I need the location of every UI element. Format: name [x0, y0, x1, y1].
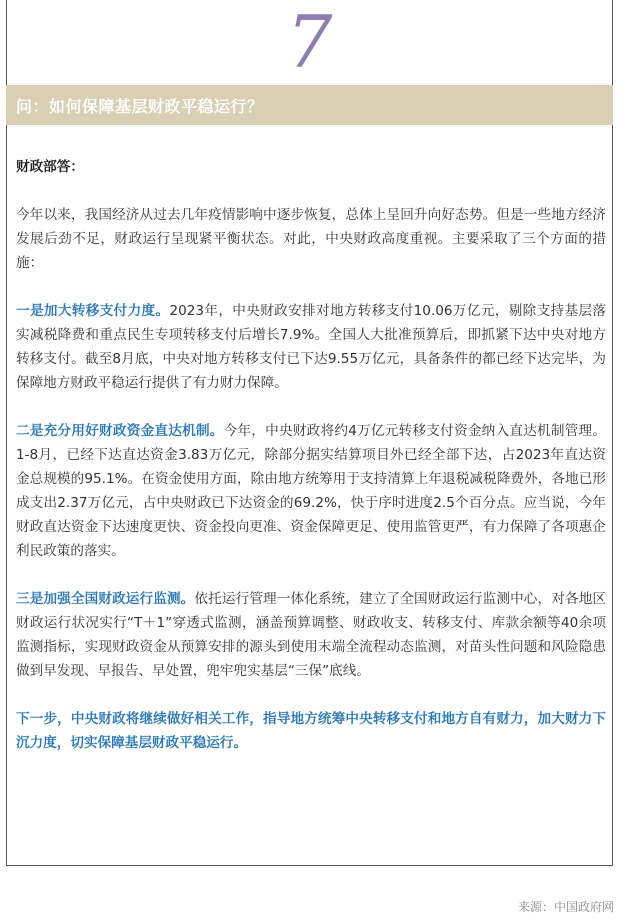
measure-paragraph-3: [16, 587, 606, 683]
answer-label-text: 财政部答：: [16, 159, 84, 175]
measure-heading-1: 一是加大转移支付力度。: [16, 303, 170, 319]
measure-heading-2: 二是充分用好财政资金直达机制。: [16, 423, 224, 439]
answer-content: [16, 155, 606, 779]
measure-body-2: 今年，中央财政将约4万亿元转移支付资金纳入直达机制管理。1-8月，已经下达直达资金3.83万亿元，除部分据实结算项目外已经全部下达，占2023年直达资金总规模的95.1%。在资金使用方面，除由地方统筹用于支持清算上年退税减税降费外，各地已形成支出2.37万亿元，占中央财政已下达资金的69.2%，快于序时进度2.5个百分点。应当说，今年财政直达资金下达速度更快、资金投向更准、资金保障更足、使用监管更严，有力保障了各项惠企利民政策的落实。: [16, 423, 606, 559]
measure-paragraph-2: [16, 419, 606, 563]
measure-body-1: 2023年，中央财政安排对地方转移支付10.06万亿元，剔除支持基层落实减税降费和重点民生专项转移支付后增长7.9%。全国人大批准预算后，即抓紧下达中央对地方转移支付。截至8月底，中央对地方转移支付已下达9.55万亿元，具备条件的都已经下达完毕，为保障地方财政平稳运行提供了有力财力保障。: [16, 303, 607, 391]
measure-heading-3: 三是加强全国财政运行监测。: [16, 591, 195, 607]
answer-label: [16, 155, 606, 179]
section-number: 7: [286, 0, 333, 84]
question-heading: 问：如何保障基层财政平稳运行？: [6, 85, 613, 125]
measure-body-3: 依托运行管理一体化系统，建立了全国财政运行监测中心，对各地区财政运行状况实行“T＋1”穿透式监测，涵盖预算调整、财政收支、转移支付、库款余额等40余项监测指标，实现财政资金从预算安排的源头到使用末端全流程动态监测，对苗头性问题和风险隐患做到早发现、早报告、早处置，兜牢兜实基层“三保”底线。: [16, 591, 607, 679]
source-credit: 来源：中国政府网: [517, 900, 614, 914]
next-step-paragraph: 下一步，中央财政将继续做好相关工作，指导地方统筹中央转移支付和地方自有财力，加大财力下沉力度，切实保障基层财政平稳运行。: [16, 711, 606, 751]
measure-paragraph-1: [16, 299, 606, 395]
intro-paragraph: 今年以来，我国经济从过去几年疫情影响中逐步恢复，总体上呈回升向好态势。但是一些地方经济发展后劲不足，财政运行呈现紧平衡状态。对此，中央财政高度重视。主要采取了三个方面的措施：: [16, 207, 606, 271]
